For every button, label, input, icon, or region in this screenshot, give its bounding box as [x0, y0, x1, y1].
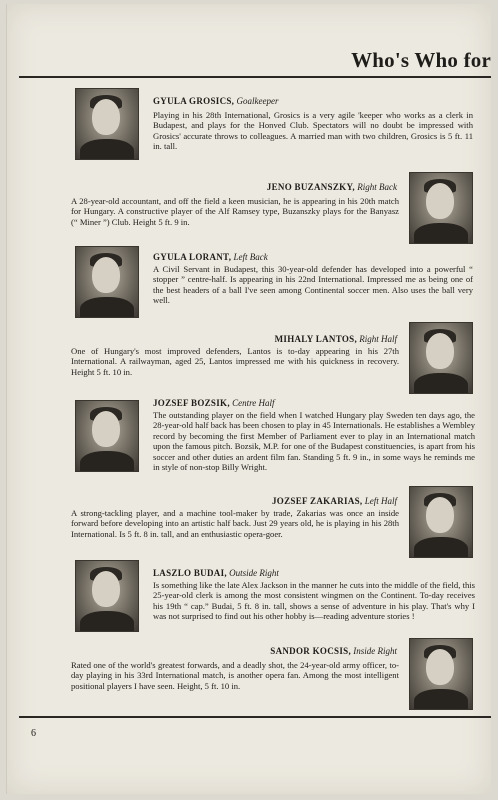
player-position: Outside Right [229, 568, 279, 578]
player-photo [409, 322, 473, 394]
player-bio: The outstanding player on the field when I watched Hungary play Sweden ten days ago, the 28-year-old half back has been chosen to play in 45 Internationals. He establishes a Wembley record by becoming the first Member of Parliament ever to play in an International match upon the famous pitch. Bozsik, M.P. for one of the Budapest constituencies, is apart from his soccer and other duties an ardent film fan. Standing 5 ft. 9 in., in some ways he reminds me in style of non-stop Billy Wright. [153, 410, 475, 473]
player-bio: A Civil Servant in Budapest, this 30-year-old defender has developed into a powerful “ stopper ” centre-half. Is appearing in his 22nd International. Impressed me as being one of the best headers of a ball I've seen among Continental soccer men. Also uses the ball very well. [153, 264, 473, 306]
player-photo [409, 638, 473, 710]
player-position: Goalkeeper [236, 96, 279, 106]
player-bio: One of Hungary's most improved defenders, Lantos is to-day appearing in his 27th International. A railwayman, aged 25, Lantos impressed me with his quickness in recovery. Height 5 ft. 10 in. [71, 346, 399, 377]
player-position: Right Back [357, 182, 397, 192]
player-name: JOZSEF ZAKARIAS, [272, 496, 363, 506]
player-bio: Is something like the late Alex Jackson in the manner he cuts into the middle of the field, this 25-year-old clerk is among the most consistent wingmen on the Continent. To-day receives his 19th “ cap.” Budai, 5 ft. 8 in. tall, shows a sense of adventure in his play. That's why I was not surprised to find out his other hobby is—reading adventure stories ! [153, 580, 475, 622]
player-name: LASZLO BUDAI, [153, 568, 227, 578]
player-name: JOZSEF BOZSIK, [153, 398, 230, 408]
player-entry-lorant [19, 244, 475, 320]
player-photo [409, 486, 473, 558]
player-photo [75, 400, 139, 472]
player-photo [75, 560, 139, 632]
player-name: GYULA GROSICS, [153, 96, 235, 106]
player-position: Centre Half [232, 398, 275, 408]
footer-rule [19, 716, 491, 718]
player-entry-lantos [19, 322, 475, 394]
player-bio: A strong-tackling player, and a machine tool-maker by trade, Zakarias was once an inside forward before developing into an artistic half back. Just 29 years old, he is playing in his 28th International. Is 5 ft. 8 in. tall, and an enthusiastic opera-goer. [71, 508, 399, 539]
programme-page [6, 4, 491, 794]
player-entry-bozsik [19, 396, 475, 492]
page-header-title: Who's Who for [351, 48, 491, 72]
player-entry-kocsis [19, 636, 475, 714]
page-number: 6 [31, 728, 36, 739]
player-entry-grosics [19, 88, 475, 164]
player-entry-buzanszky [19, 170, 475, 244]
player-photo [75, 246, 139, 318]
player-entry-zakarias [19, 484, 475, 560]
player-photo [75, 88, 139, 160]
player-bio: Rated one of the world's greatest forwards, and a deadly shot, the 24-year-old army officer, to-day playing in his 33rd International match, is another opera fan. Among the most intelligent positional players I have seen. Height, 5 ft. 10 in. [71, 660, 399, 691]
player-name: SANDOR KOCSIS, [270, 646, 351, 656]
player-position: Left Back [233, 252, 268, 262]
player-bio: A 28-year-old accountant, and off the field a keen musician, he is appearing in his 20th match for Hungary. A constructive player of the Alf Ramsey type, Buzanszky plays for the Banyasz (“ Miner ”) Club. Height 5 ft. 9 in. [71, 196, 399, 227]
header-rule [19, 76, 491, 78]
player-name: MIHALY LANTOS, [274, 334, 357, 344]
player-entry-budai [19, 560, 475, 636]
player-position: Right Half [359, 334, 397, 344]
player-bio: Playing in his 28th International, Grosics is a very agile 'keeper who works as a clerk in Budapest, and plays for the Honved Club. Spectators will no doubt be impressed with Grosics' accurate throws to colleagues. A married man with two children, Grosics is 5 ft. 11 in. tall. [153, 110, 473, 152]
player-name: GYULA LORANT, [153, 252, 232, 262]
player-position: Inside Right [353, 646, 397, 656]
player-photo [409, 172, 473, 244]
player-name: JENO BUZANSZKY, [266, 182, 355, 192]
player-position: Left Half [364, 496, 397, 506]
